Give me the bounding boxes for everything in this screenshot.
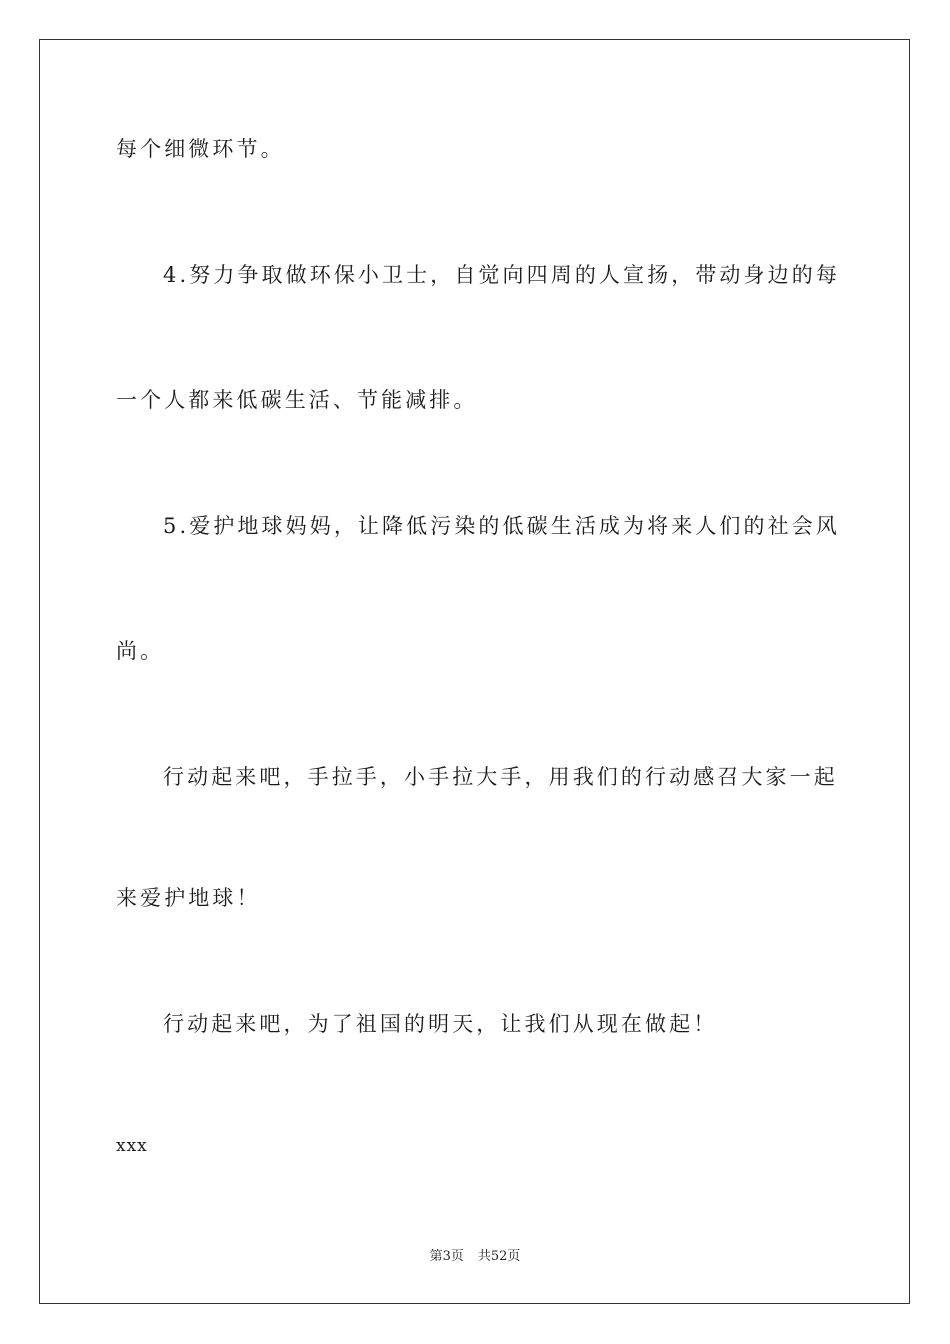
text-line: 行动起来吧，为了祖国的明天，让我们从现在做起！	[163, 1012, 718, 1036]
page-footer	[0, 1250, 950, 1263]
text-line: 一个人都来低碳生活、节能减排。	[116, 388, 478, 412]
total-pages: 共52页	[477, 1249, 521, 1264]
page-border	[39, 39, 910, 1304]
current-page-number: 第3页	[429, 1249, 464, 1264]
text-line: 5.爱护地球妈妈，让降低污染的低碳生活成为将来人们的社会风	[163, 514, 840, 538]
text-line: 来爱护地球！	[116, 886, 261, 910]
text-line: 尚。	[116, 639, 165, 663]
text-line: 行动起来吧，手拉手，小手拉大手，用我们的行动感召大家一起	[163, 765, 838, 789]
text-line: 4.努力争取做环保小卫士，自觉向四周的人宣扬，带动身边的每	[163, 263, 840, 287]
signature: xxx	[116, 1136, 148, 1156]
text-line: 每个细微环节。	[116, 137, 285, 161]
